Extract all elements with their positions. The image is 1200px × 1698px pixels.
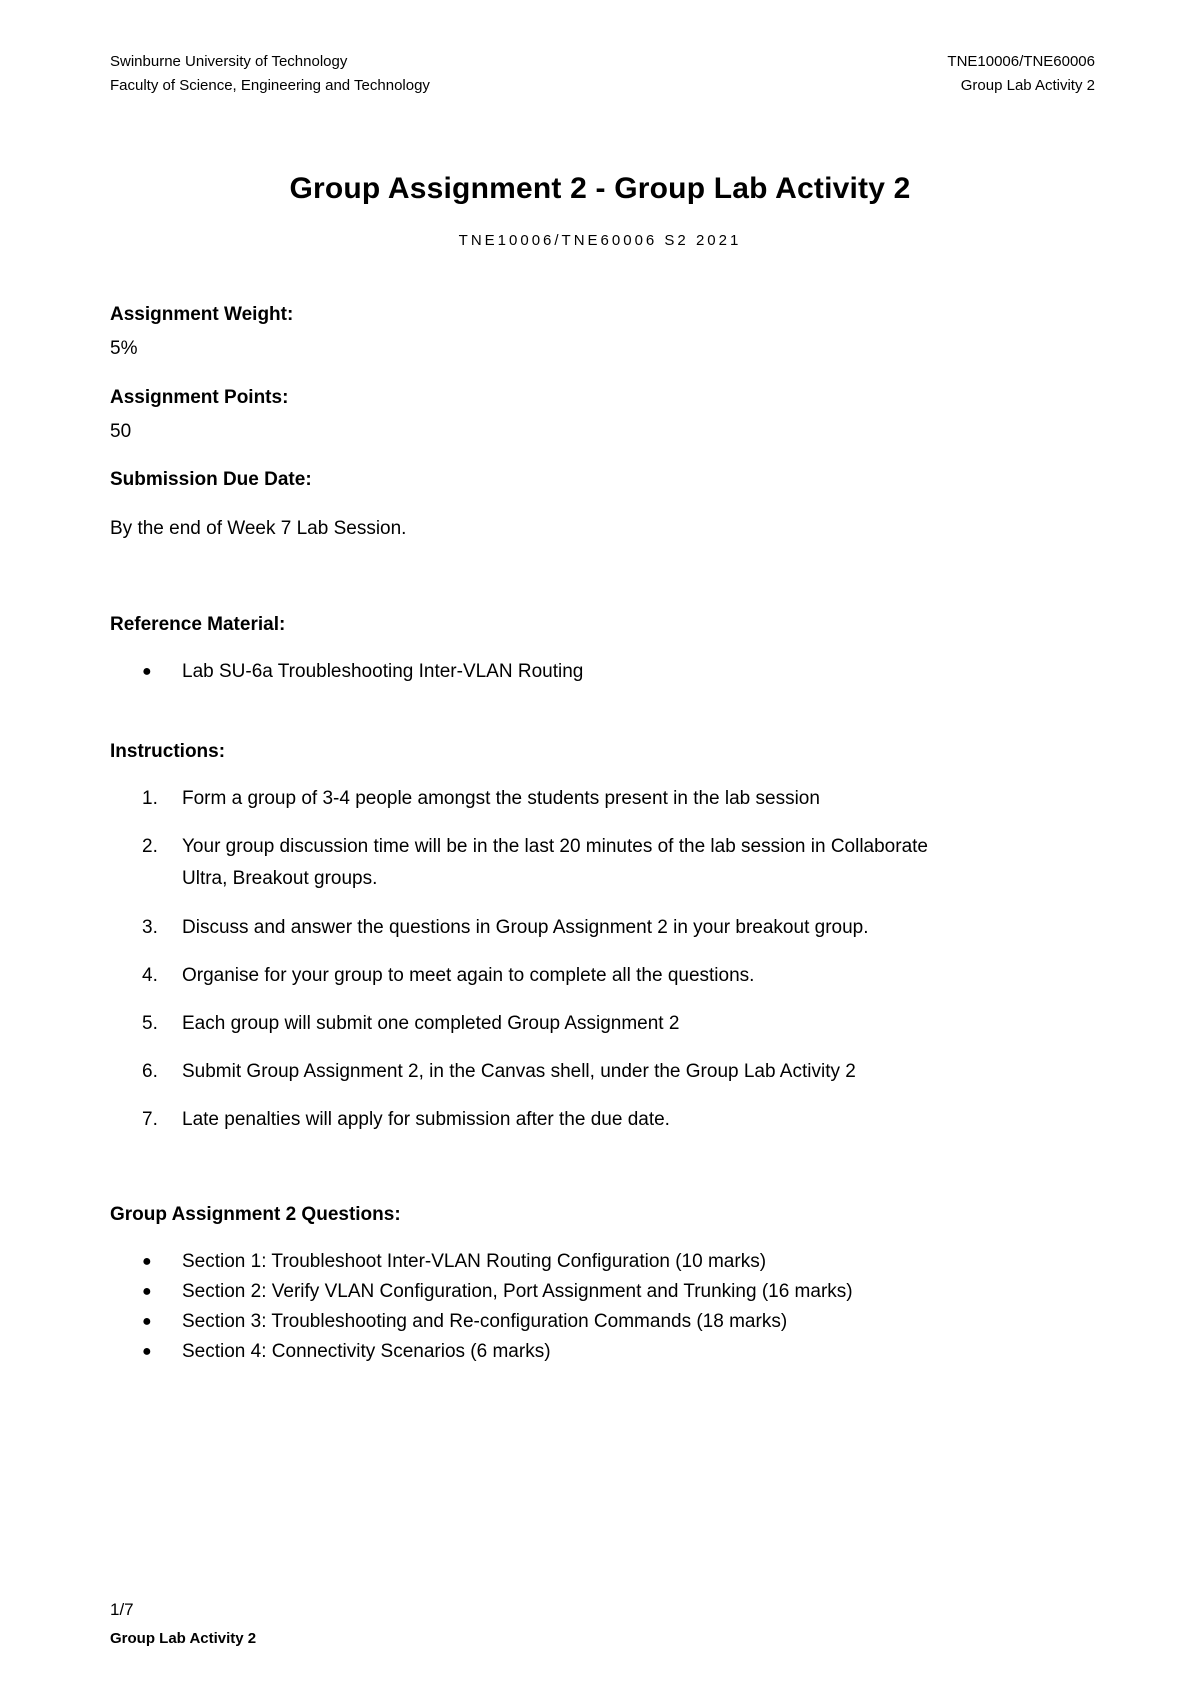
document-title: Group Assignment 2 - Group Lab Activity 2 (289, 172, 911, 205)
bullet-icon: ● (142, 1253, 152, 1270)
document-subtitle: TNE10006/TNE60006 S2 2021 (458, 232, 742, 249)
instructions-label: Instructions: (110, 741, 226, 762)
unit-code: TNE10006/TNE60006 (947, 53, 1095, 70)
activity-name: Group Lab Activity 2 (960, 77, 1095, 94)
points-label: Assignment Points: (110, 387, 289, 408)
weight-label: Assignment Weight: (110, 304, 294, 325)
due-date-label: Submission Due Date: (110, 469, 312, 490)
page-header-left (110, 50, 430, 98)
weight-value: 5% (110, 338, 138, 359)
bullet-icon: ● (142, 663, 152, 680)
page-header-right (947, 50, 1095, 98)
bullet-icon: ● (142, 1283, 152, 1300)
bullet-icon: ● (142, 1313, 152, 1330)
footer-label: Group Lab Activity 2 (110, 1630, 257, 1647)
reference-label: Reference Material: (110, 614, 286, 635)
faculty-name: Faculty of Science, Engineering and Technology (110, 77, 430, 94)
university-name: Swinburne University of Technology (110, 53, 348, 70)
document-page: Swinburne University of Technology Faculty of Science, Engineering and Technology TNE10006/TNE60006 Group Lab Activity 2 Group Assignment 2 - Group Lab Activity 2 TNE10006/TNE60006 S2 2021 Assignment Weight: 5% Assignment Points: 50 Submission Due Date: By the end of Week 7 Lab Session. Reference Material: ● Lab SU-6a Troubleshooting Inter-VLAN Routing Instructions: 1. Form a group of 3-4 people amongst the students present in the lab session 2. Your group discussion time will be in the last 20 minutes of the lab session in Collaborate Ultra, Breakout groups. 3. Discuss and answer the questions in Group Assignment 2 in your breakout group. 4. Organise for your group to meet again to complete all the questions. 5. Each group will submit one completed Group Assignment 2 6. Submit Group Assignment 2, in the Canvas shell, under the Group Lab Activity 2 7. Late penalties will apply for submission after the due date. Group Assignment 2 Questions: ● Section 1: Troubleshoot Inter-VLAN Routing Configuration (10 marks) ● Section 2: Verify VLAN Configuration, Port Assignment and Trunking (16 marks) ● Section 3: Troubleshooting and Re-configuration Commands (18 marks) ● Section 4: Connectivity Scenarios (6 marks) 1/7 Group Lab Activity 2 (0, 0, 1200, 1698)
bullet-icon: ● (142, 1343, 152, 1360)
questions-label: Group Assignment 2 Questions: (110, 1204, 401, 1225)
page-number: 1/7 (110, 1600, 134, 1619)
due-date-value: By the end of Week 7 Lab Session. (110, 518, 407, 539)
points-value: 50 (110, 421, 132, 442)
